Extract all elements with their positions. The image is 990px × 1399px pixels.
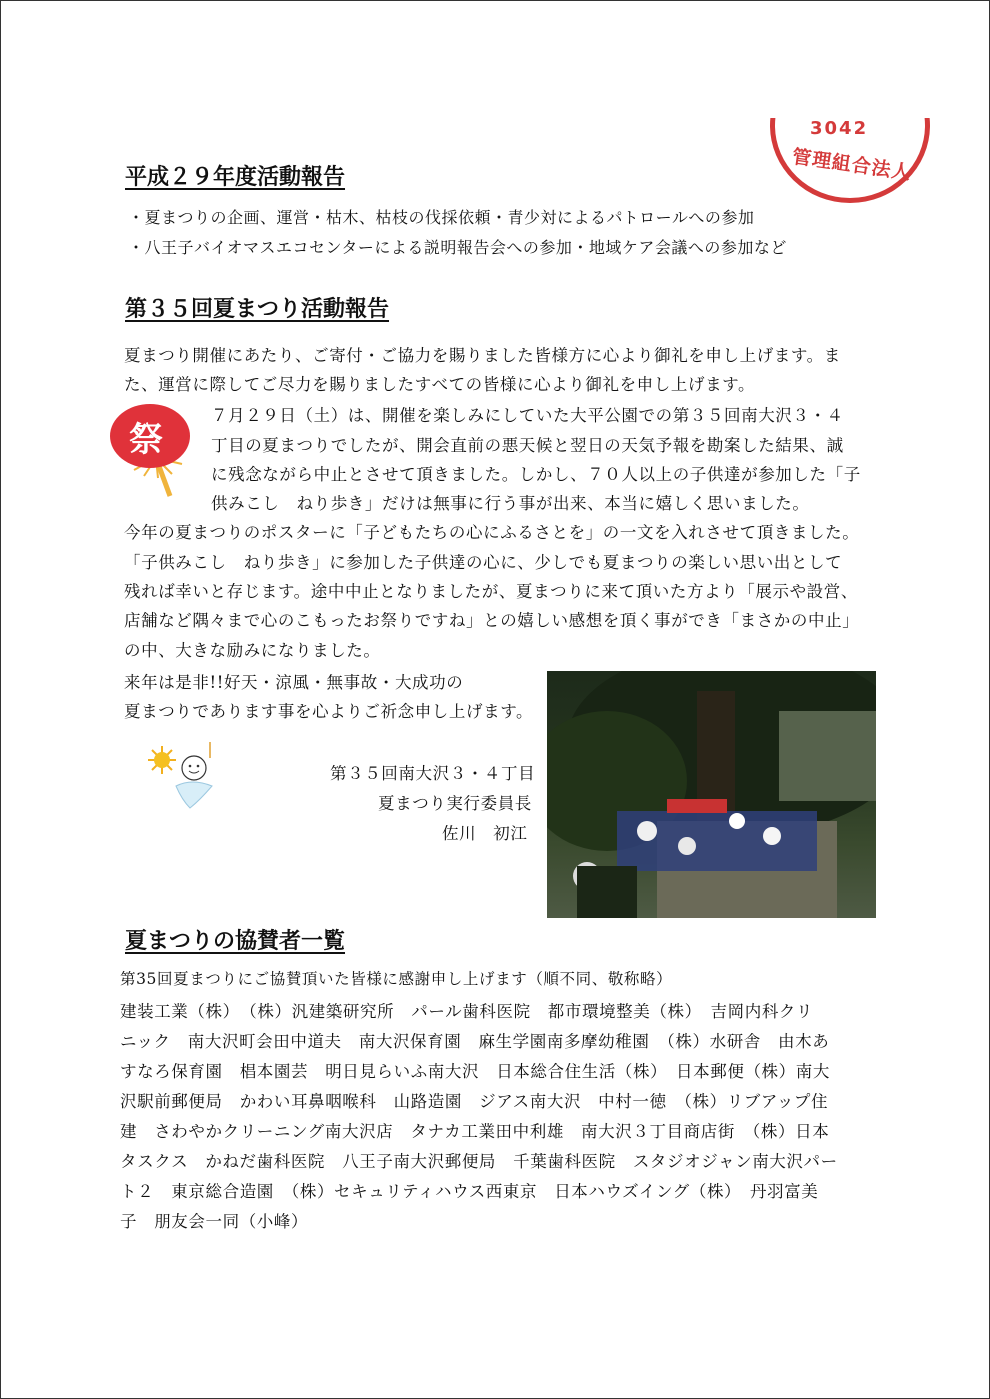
sponsor-line-3: すなろ保育園 椙本園芸 明日見らいふ南大沢 日本総合住生活（株） 日本郵便（株）南大: [120, 1062, 830, 1081]
closing-line-1: 来年は是非!!好天・涼風・無事故・大成功の: [124, 673, 464, 692]
full-line-3: 残れば幸いと存じます。途中中止となりましたが、夏まつりに来て頂いた方より「展示や設営、: [124, 582, 858, 601]
indented-line-1: ７月２９日（土）は、開催を楽しみにしていた大平公園での第３５回南大沢３・４: [211, 406, 844, 425]
signature-line-1: 第３５回南大沢３・４丁目: [330, 764, 536, 783]
full-line-4: 店舗など隅々まで心のこもったお祭りですね」との嬉しい感想を頂く事ができ「まさかの中止」: [124, 611, 860, 630]
sponsor-line-6: タスクス かねだ歯科医院 八王子南大沢郵便局 千葉歯科医院 スタジオジャン南大沢パー: [120, 1152, 838, 1171]
intro-line-1: 夏まつり開催にあたり、ご寄付・ご協力を賜りました皆様方に心より御礼を申し上げます。ま: [124, 346, 841, 365]
sun-and-doll-illustration: [140, 738, 240, 818]
signature-line-2: 夏まつり実行委員長: [378, 794, 532, 813]
indented-line-3: に残念ながら中止とさせて頂きました。しかし、７０人以上の子供達が参加した「子: [211, 465, 861, 484]
seal-stamp: [762, 118, 932, 208]
indented-line-2: 丁目の夏まつりでしたが、開会直前の悪天候と翌日の天気予報を勘案した結果、誠: [211, 436, 844, 455]
sponsor-line-8: 子 朋友会一同（小峰）: [120, 1212, 309, 1231]
uchiwa-fan-icon: [104, 400, 194, 500]
section2-heading: 第３５回夏まつり活動報告: [125, 296, 390, 322]
sponsor-line-4: 沢駅前郵便局 かわい耳鼻咽喉科 山路造園 ジアス南大沢 中村一徳 （株）リブアップ住: [120, 1092, 829, 1111]
section1-bullet-2: ・八王子バイオマスエコセンターによる説明報告会への参加・地域ケア会議への参加など: [128, 238, 787, 257]
festival-photo: [547, 671, 876, 918]
section3-heading: 夏まつりの協賛者一覧: [125, 928, 346, 954]
sun-icon: [140, 738, 240, 818]
stamp-top-text: 3042: [810, 118, 869, 139]
sponsor-line-7: ト２ 東京総合造園 （株）セキュリティハウス西東京 日本ハウズイング（株） 丹羽富美: [120, 1182, 819, 1201]
intro-line-2: た、運営に際してご尽力を賜りましたすべての皆様に心より御礼を申し上げます。: [124, 375, 756, 394]
sponsor-intro-line: 第35回夏まつりにご協賛頂いた皆様に感謝申し上げます（順不同、敬称略）: [120, 970, 673, 988]
sponsor-line-1: 建装工業（株） （株）汎建築研究所 パール歯科医院 都市環境整美（株） 吉岡内科クリ: [120, 1002, 814, 1021]
section1-bullet-1: ・夏まつりの企画、運営・枯木、枯枝の伐採依頼・青少対によるパトロールへの参加: [128, 208, 755, 227]
sponsor-line-5: 建 さわやかクリーニング南大沢店 タナカ工業田中利雄 南大沢３丁目商店街 （株）日本: [120, 1122, 830, 1141]
signature-line-3: 佐川 初江: [442, 824, 528, 843]
sponsor-line-2: ニック 南大沢町会田中道夫 南大沢保育園 麻生学園南多摩幼稚園 （株）水研舎 由木あ: [120, 1032, 830, 1051]
full-line-5: の中、大きな励みになりました。: [124, 641, 381, 660]
indented-line-4: 供みこし ねり歩き」だけは無事に行う事が出来、本当に嬉しく思いました。: [211, 494, 810, 513]
full-line-2: 「子供みこし ねり歩き」に参加した子供達の心に、少しでも夏まつりの楽しい思い出として: [124, 553, 843, 572]
uchiwa-character: 祭: [129, 420, 163, 460]
section1-heading: 平成２９年度活動報告: [125, 164, 346, 190]
stamp-seal-text: 管理組合法人: [790, 145, 913, 185]
festival-photo-graphic: [547, 671, 876, 918]
closing-line-2: 夏まつりであります事を心よりご祈念申し上げます。: [124, 702, 534, 721]
full-line-1: 今年の夏まつりのポスターに「子どもたちの心にふるさとを」の一文を入れさせて頂きました。: [124, 523, 860, 542]
